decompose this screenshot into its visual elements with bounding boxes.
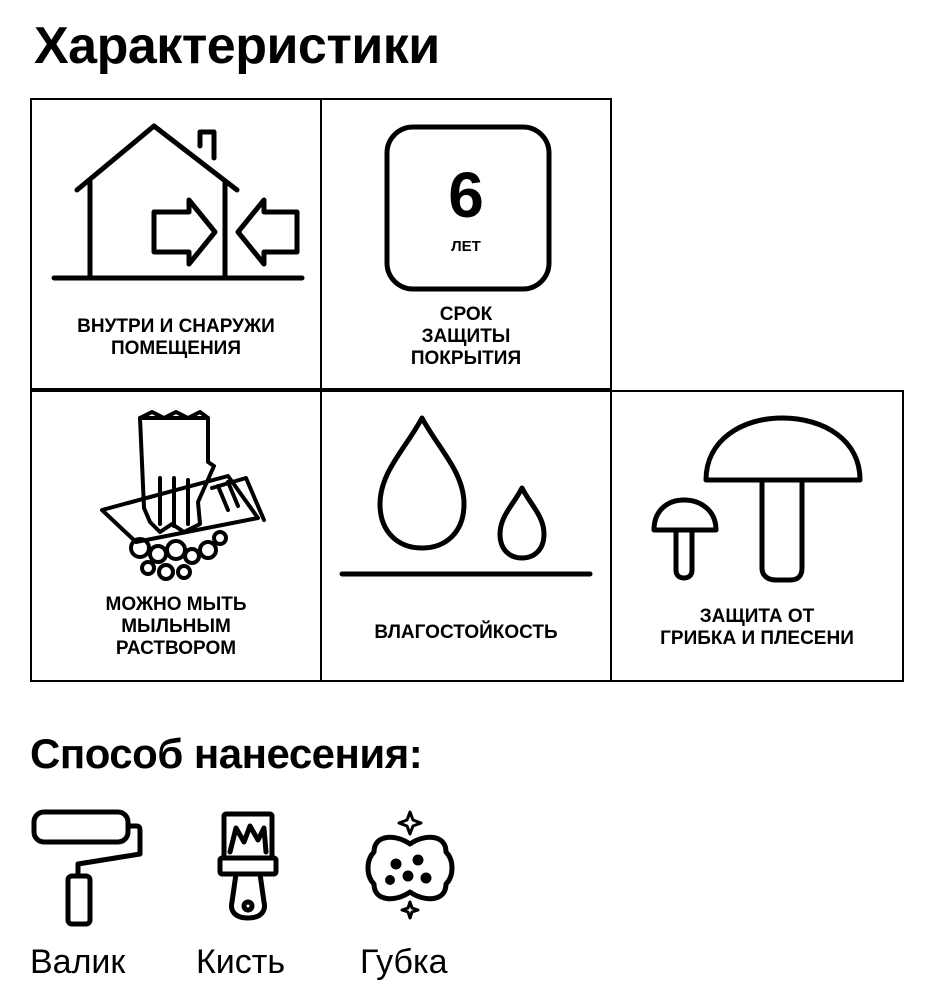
- feature-cell-washable: [30, 390, 322, 682]
- tool-label: Валик: [30, 943, 126, 981]
- feature-cell-indoor-outdoor: [30, 98, 322, 390]
- tool-roller: [26, 806, 156, 986]
- feature-label: ЗАЩИТА ОТ ГРИБКА И ПЛЕСЕНИ: [660, 606, 854, 649]
- paint-roller-icon: [26, 806, 156, 936]
- tool-label: Кисть: [196, 943, 286, 981]
- tool-sponge: [356, 806, 486, 986]
- feature-label: МОЖНО МЫТЬ МЫЛЬНЫМ РАСТВОРОМ: [105, 594, 247, 659]
- badge-number: 6: [448, 159, 484, 231]
- feature-cell-fungus: [610, 390, 904, 682]
- badge-unit: ЛЕТ: [451, 238, 481, 255]
- feature-cell-protection-term: [320, 98, 612, 390]
- application-title: Способ нанесения:: [30, 730, 423, 777]
- feature-label: СРОК ЗАЩИТЫ ПОКРЫТИЯ: [410, 304, 522, 369]
- tool-label: Губка: [360, 943, 448, 981]
- sponge-icon: [356, 806, 486, 936]
- feature-label: ВНУТРИ И СНАРУЖИ ПОМЕЩЕНИЯ: [77, 316, 275, 359]
- tool-brush: [190, 806, 320, 986]
- feature-cell-moisture: [320, 390, 612, 682]
- page-title: Характеристики: [34, 17, 440, 75]
- feature-label: ВЛАГОСТОЙКОСТЬ: [374, 622, 558, 643]
- paint-brush-icon: [190, 806, 320, 936]
